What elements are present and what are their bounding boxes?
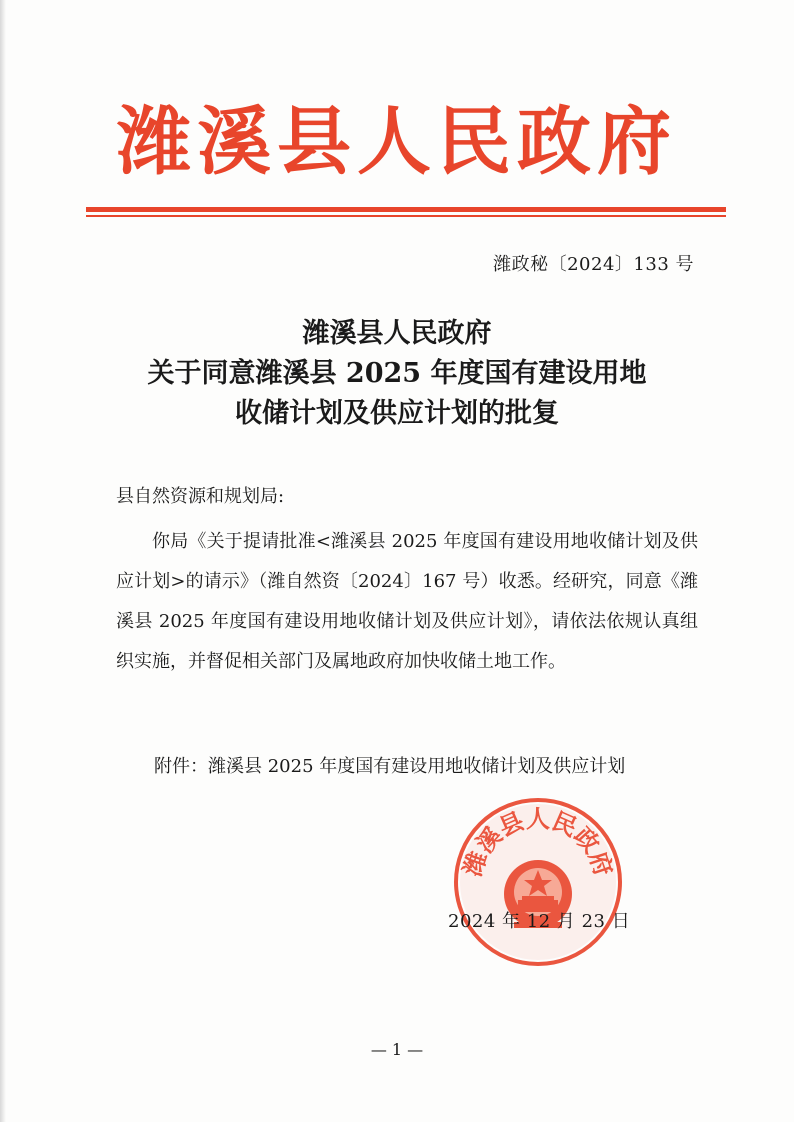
document-date: 2024 年 12 月 23 日 bbox=[448, 911, 631, 932]
body-text bbox=[116, 522, 698, 682]
red-rule-thin bbox=[86, 215, 726, 217]
title-line-2: 关于同意潍溪县 2025 年度国有建设用地 bbox=[147, 358, 647, 389]
official-seal bbox=[452, 796, 624, 968]
addressee: 县自然资源和规划局: bbox=[116, 486, 285, 507]
svg-text:潍溪县人民政府: 潍溪县人民政府 bbox=[457, 803, 619, 880]
document-title bbox=[0, 314, 794, 434]
title-line-1: 潍溪县人民政府 bbox=[302, 318, 492, 349]
red-rule-thick bbox=[86, 207, 726, 212]
attachment-line: 附件：潍溪县 2025 年度国有建设用地收储计划及供应计划 bbox=[154, 756, 626, 777]
document-number: 潍政秘〔2024〕133 号 bbox=[493, 254, 694, 275]
body-paragraph: 你局《关于提请批准<潍溪县 2025 年度国有建设用地收储计划及供应计划>的请示》（潍自然资〔2024〕167 号）收悉。经研究，同意《潍溪县 2025 年度国有建设用地收储计划及供应计划》，请依法依规认真组织实施，并督促相关部门及属地政府加快收储土地工作。 bbox=[116, 531, 698, 672]
issuer-header: 潍溪县人民政府 bbox=[117, 99, 677, 185]
title-line-3: 收储计划及供应计划的批复 bbox=[235, 398, 559, 429]
page-number: — 1 — bbox=[370, 1040, 424, 1059]
